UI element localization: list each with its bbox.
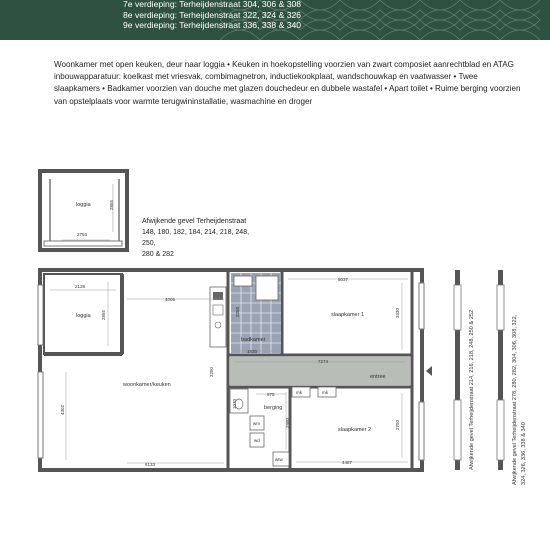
variant-title: Afwijkende gevel Terheijdenstraat bbox=[142, 218, 247, 225]
entrance-arrow-icon bbox=[426, 366, 432, 376]
mk-label-1: mk bbox=[296, 390, 302, 395]
dim-woonkamer-bottom: 6133 bbox=[145, 462, 156, 467]
dim-bath-w: 1830 bbox=[247, 349, 258, 354]
side-label-2b: 324, 326, 336, 338 & 340 bbox=[521, 422, 527, 485]
entree-label: entree bbox=[370, 374, 386, 380]
wtw-label: wtw bbox=[275, 457, 283, 462]
dim-toilet: 1070 bbox=[232, 398, 237, 409]
variant-numbers-2: 280 & 282 bbox=[142, 251, 174, 258]
dim-woonkamer-top: 4005 bbox=[165, 297, 176, 302]
dim-hall: 7274 bbox=[318, 359, 329, 364]
wm-label: wm bbox=[253, 421, 260, 426]
dim-sk2-h: 2750 bbox=[395, 419, 400, 430]
description-text: Woonkamer met open keuken, deur naar loggia • Keuken in hoekopstelling voorzien van zwart composiet aanrechtblad en ATAG inbouwapparatuur: koelkast met vriesvak, combimagnetron, inductiekookplaat, wandschouwkap en vaatwasser • Twee slaapkamers • Badkamer voorzien van douche met glazen douchedeur en dubbele wastafel • Apart toilet • Ruime berging voorzien van opstelplaats voor warmte terugwininstallatie, wasmachine en droger bbox=[54, 60, 521, 106]
side-variant-2 bbox=[497, 270, 527, 485]
floor-7-line: 7e verdieping: Terheijdenstraat 304, 306 & 308 bbox=[123, 0, 302, 9]
dim-sk2-w: 4487 bbox=[342, 460, 353, 465]
dim-bath-v: 2250 bbox=[235, 306, 240, 317]
loggia-label: loggia bbox=[76, 313, 91, 319]
floor-8-line: 8e verdieping: Terheijdenstraat 322, 324 & 326 bbox=[123, 9, 302, 20]
dim-loggia-h: 2855 bbox=[101, 309, 106, 320]
mk-label-2: mk bbox=[322, 390, 328, 395]
small-loggia-depth: 2855 bbox=[109, 199, 114, 210]
side-label-2a: Afwijkende gevel Terheijdenstraat 278, 280, 282, 304, 306, 308, 322, bbox=[512, 314, 518, 485]
dim-loggia-w: 2128 bbox=[75, 284, 86, 289]
dim-woonkamer-side: 4302 bbox=[60, 404, 65, 415]
small-loggia-width: 2793 bbox=[77, 232, 88, 237]
side-label-1: Afwijkende gevel Terheijdenstraat 214, 216, 218, 248, 250 & 252 bbox=[469, 309, 475, 470]
small-loggia-plan bbox=[40, 171, 127, 250]
slaapkamer2-label: slaapkamer 2 bbox=[338, 427, 372, 433]
dim-sk1-h: 3330 bbox=[395, 307, 400, 318]
dim-berging-w: 975 bbox=[267, 392, 275, 397]
dim-kitchen: 2250 bbox=[209, 366, 214, 377]
dim-sk1-w: 5037 bbox=[338, 277, 349, 282]
badkamer-label: badkamer bbox=[241, 337, 266, 343]
small-loggia-label: loggia bbox=[76, 202, 91, 208]
woonkamer-label: woonkamer/keuken bbox=[123, 382, 171, 388]
kitchen-counter bbox=[210, 287, 226, 347]
slaapkamer1-label: slaapkamer 1 bbox=[331, 312, 365, 318]
berging-label: berging bbox=[264, 405, 283, 411]
dim-berging-h: 2980 bbox=[285, 417, 290, 428]
side-variant-1 bbox=[454, 270, 475, 470]
floor-9-line: 9e verdieping: Terheijdenstraat 336, 338 & 340 bbox=[123, 20, 302, 31]
wd-label: wd bbox=[254, 438, 260, 443]
variant-numbers-1: 148, 180, 182, 184, 214, 218, 248, 250, bbox=[142, 229, 250, 247]
